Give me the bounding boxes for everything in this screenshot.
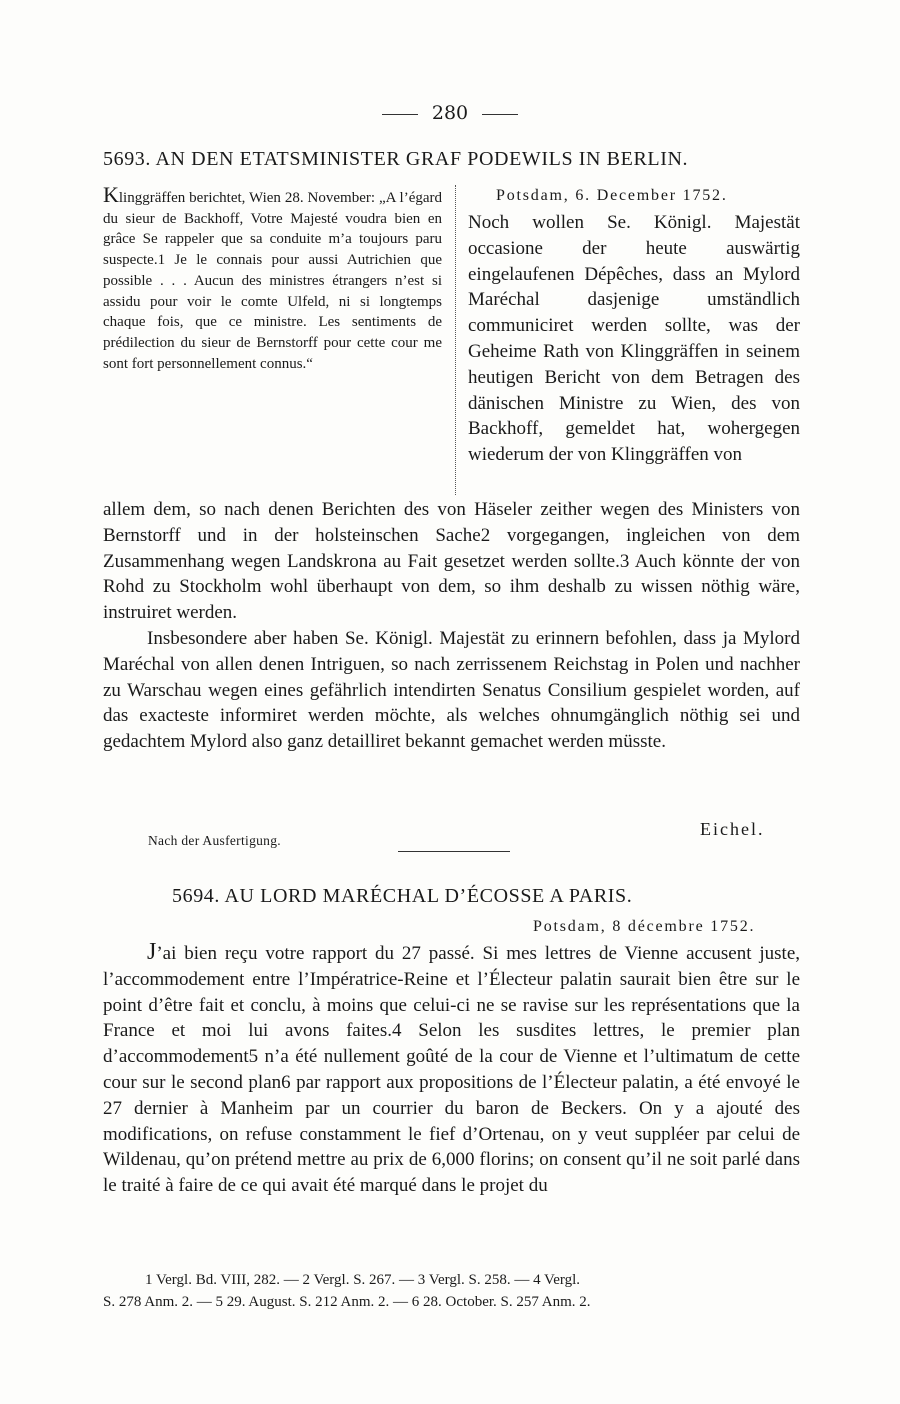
dateline-5694: Potsdam, 8 décembre 1752. bbox=[533, 918, 756, 935]
footnotes bbox=[103, 1269, 800, 1313]
dropcap: J bbox=[147, 939, 157, 965]
continuation-paragraph: allem dem, so nach denen Berichten des von Häseler zeither wegen des Ministers von Bernstorff und in der holsteinschen Sache2 vorgegangen, ingleichen von dem Zusammenhang wegen Landskrona au Fait gesetzet werden sollte.3 Auch könnte der von Rohd zu Stockholm wohl überhaupt von dem, so ihm deshalb zu wissen nöthig wäre, instruiret werden. bbox=[103, 499, 800, 624]
source-note: Nach der Ausfertigung. bbox=[148, 833, 281, 848]
footnote-line-2: S. 278 Anm. 2. — 5 29. August. S. 212 Anm. 2. — 6 28. October. S. 257 Anm. 2. bbox=[103, 1294, 591, 1310]
letter-heading-5694: 5694. AU LORD MARÉCHAL D’ÉCOSSE A PARIS. bbox=[172, 885, 633, 907]
letter-heading-5693: 5693. AN DEN ETATSMINISTER GRAF PODEWILS IN BERLIN. bbox=[103, 148, 689, 170]
column-divider bbox=[455, 185, 456, 495]
signature: Eichel. bbox=[700, 819, 765, 839]
dash-left bbox=[382, 114, 418, 115]
letter-5694-paragraph bbox=[103, 940, 800, 1199]
page-number: 280 bbox=[431, 102, 469, 124]
summary-column bbox=[103, 182, 442, 374]
letter-5694-text: ’ai bien reçu votre rapport du 27 passé. Si mes lettres de Vienne accusent juste, l’accommodement entre l’Impératrice-Reine et l’Électeur palatin saurait bien être sur le point d’être fait et conclu, à moins que celui-ci ne se ravise sur les représentations que la France et moi lui avons faites.4 Selon les susdites lettres, le premier plan d’accommodement5 n’a été nullement goûté de la cour de Vienne et l’ultimatum de cette cour sur le second plan6 par rapport aux propositions de l’Électeur palatin, a été envoyé le 27 dernier à Manheim par un courrier du baron de Beckers. On y a ajouté des modifications, on refuse constamment le fief d’Ortenau, on y veut suppléer par celui de Wildenau, qu’on prétend mettre au prix de 6,000 florins; on consent qu’il ne soit parlé dans le traité à faire de ce qui avait été marqué dans le projet du bbox=[103, 943, 800, 1197]
separator-rule bbox=[398, 851, 510, 852]
summary-text: linggräffen berichtet, Wien 28. November: „A l’égard du sieur de Backhoff, Votre Majesté voudra bien en grâce Se rappeler que sa conduite m’a toujours paru suspecte.1 Je le connais pour aussi Autrichien que possible . . . Aucun des ministres étrangers n’est si assidu pour voir le comte Ulfeld, ni si longtemps chaque fois, que ce ministre. Les sentiments de prédilection du sieur de Bernstorff pour cette cour me sont fort personnellement connus.“ bbox=[103, 190, 442, 372]
letter-opening-text: Noch wollen Se. Königl. Majestät occasione der heute auswärtig eingelaufenen Dépêches, dass an Mylord Maréchal dasjenige umständlich communiciret werden sollte, was der Geheime Rath von Klinggräffen in seinem heutigen Bericht von dem Betragen des dänischen Ministre zu Wien, des von Backhoff, gemeldet hat, wohergegen wiederum der von Klinggräffen von bbox=[468, 212, 800, 466]
page-number-line bbox=[0, 102, 900, 124]
dash-right bbox=[482, 114, 518, 115]
dateline-5693: Potsdam, 6. December 1752. bbox=[496, 187, 728, 204]
letter-column bbox=[468, 186, 800, 468]
summary-initial: K bbox=[103, 182, 119, 207]
second-paragraph: Insbesondere aber haben Se. Königl. Majestät zu erinnern befohlen, dass ja Mylord Maréchal von allen denen Intriguen, so nach zerrissenem Reichstag in Polen und nachher zu Warschau wegen eines gefährlich intendirten Senatus Consilium gespielet worden, auf das exacteste informiret werden möchte, als welches ohnumgänglich nöthig sei und gedachtem Mylord also ganz detailliret bekannt gemachet werden müsste. bbox=[103, 627, 800, 753]
footnote-line-1: 1 Vergl. Bd. VIII, 282. — 2 Vergl. S. 267. — 3 Vergl. S. 258. — 4 Vergl. bbox=[145, 1272, 581, 1288]
letter-body-5693 bbox=[103, 497, 800, 755]
letter-body-5694 bbox=[103, 940, 800, 1199]
